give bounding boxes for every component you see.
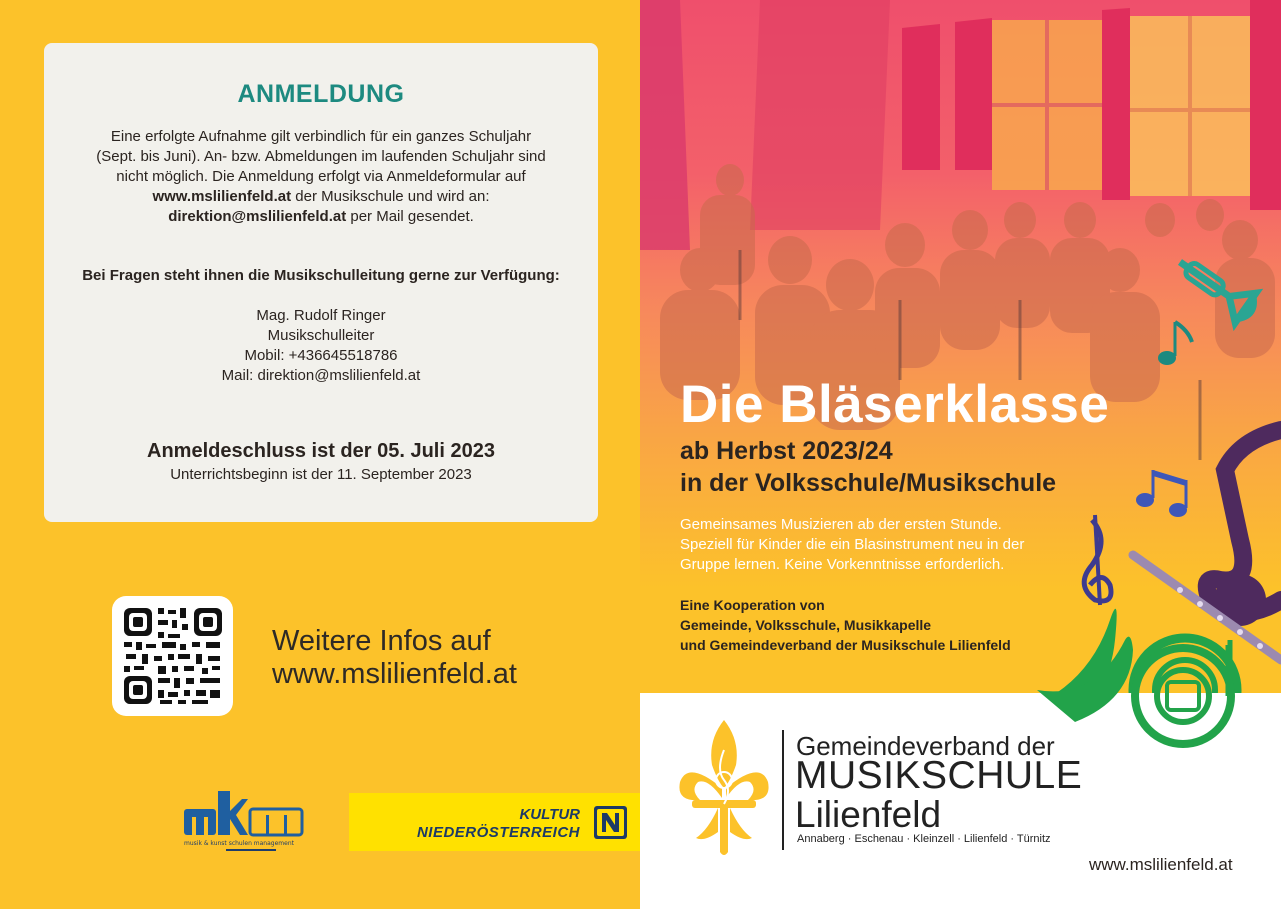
footer-url[interactable]: www.mslilienfeld.at <box>1089 855 1233 874</box>
band-photo <box>640 0 1281 693</box>
more-info: Weitere Infos auf www.mslilienfeld.at <box>272 625 517 690</box>
contact-mobile: Mobil: +436645518786 <box>244 347 398 364</box>
email-link[interactable]: direktion@mslilienfeld.at <box>168 208 347 225</box>
left-panel <box>0 0 640 909</box>
brand-line-3: Lilienfeld <box>795 794 942 835</box>
contact-block <box>44 306 598 386</box>
start-text: Unterrichtsbeginn ist der 11. September 2023 <box>170 466 472 483</box>
registration-card <box>44 43 598 522</box>
noe-n-icon <box>594 806 627 839</box>
registration-text: Eine erfolgte Aufnahme gilt verbindlich für ein ganzes Schuljahr (Sept. bis Juni). An- bzw. Abmeldungen im laufenden Schuljahr sind nicht möglich. Die Anmeldung erfolgt via Anmeldeformular auf www.mslilienfeld.at der Musikschule und wird an: direktion@mslilienfeld.at per Mail gesendet. <box>96 128 546 225</box>
music-note-icon <box>1158 322 1192 365</box>
double-note-icon <box>1136 470 1187 517</box>
qr-code-icon <box>112 596 233 716</box>
right-panel <box>640 0 1281 909</box>
mkm-logo-icon <box>180 785 310 855</box>
kultur-noe-logo: KULTUR NIEDERÖSTERREICH <box>349 793 640 851</box>
flyer-description: Gemeinsames Musizieren ab der ersten Stunde. Speziell für Kinder die ein Blasinstrument neu in der Gruppe lernen. Keine Vorkenntnisse erforderlich. <box>680 516 1025 573</box>
registration-title: ANMELDUNG <box>237 80 405 108</box>
questions-heading: Bei Fragen steht ihnen die Musikschulleitung gerne zur Verfügung: <box>82 267 560 284</box>
french-horn-bell-icon <box>1035 630 1235 755</box>
contact-mail: Mail: direktion@mslilienfeld.at <box>221 367 421 384</box>
mkm-logo <box>180 785 310 855</box>
mkm-subtitle: musik & kunst schulen management <box>184 840 294 847</box>
flyer-headline: Die Bläserklasse <box>680 375 1110 434</box>
flyer-subtitle-1: ab Herbst 2023/24 <box>680 437 893 465</box>
brand-line-2: MUSIKSCHULE <box>795 754 1083 797</box>
brand-towns: Annaberg · Eschenau · Kleinzell · Lilienfeld · Türnitz <box>797 833 1051 845</box>
qr-code[interactable] <box>112 596 233 716</box>
contact-role: Musikschulleiter <box>267 327 375 344</box>
website-link[interactable]: www.mslilienfeld.at <box>152 188 292 205</box>
brand-divider <box>782 730 784 850</box>
more-info-url[interactable]: www.mslilienfeld.at <box>272 658 517 690</box>
band-photo-image <box>640 0 1281 693</box>
brand-line-1: Gemeindeverband der <box>796 731 1055 761</box>
contact-name: Mag. Rudolf Ringer <box>256 307 386 324</box>
saxophone-icon <box>1207 430 1281 626</box>
flyer-subtitle-2: in der Volksschule/Musikschule <box>680 469 1057 497</box>
fleur-de-lis-logo-icon <box>678 720 770 858</box>
deadline-text: Anmeldeschluss ist der 05. Juli 2023 <box>147 440 495 462</box>
cooperation-text: Eine Kooperation von Gemeinde, Volksschule, Musikkapelle und Gemeindeverband der Musikschule Lilienfeld <box>680 597 1011 653</box>
